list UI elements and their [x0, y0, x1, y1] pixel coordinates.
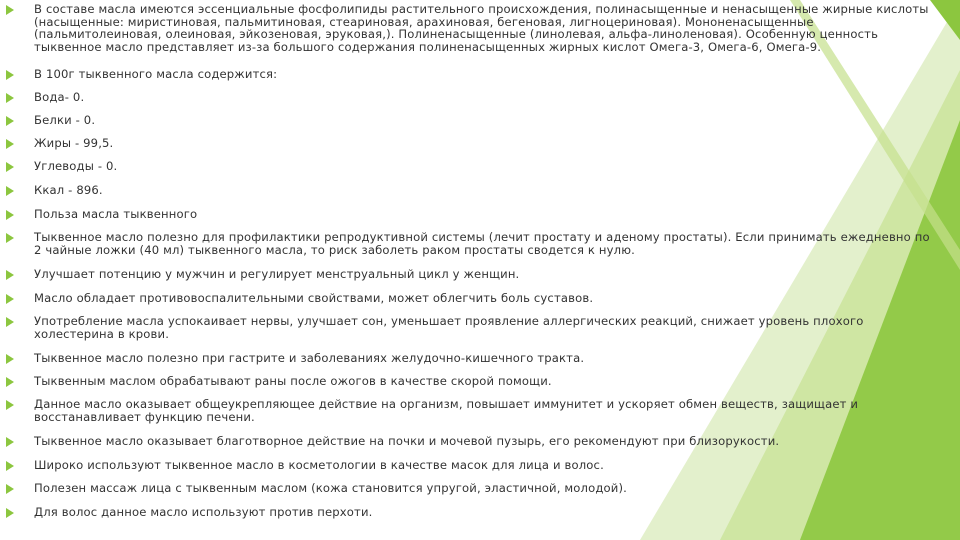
triangle-bullet-icon [6, 377, 14, 387]
triangle-bullet-icon [6, 210, 14, 220]
bullet-item [6, 435, 941, 448]
bullet-item [6, 3, 941, 53]
triangle-bullet-icon [6, 5, 14, 15]
triangle-bullet-icon [6, 162, 14, 172]
bullet-text: Тыквенным маслом обрабатывают раны после ожогов в качестве скорой помощи. [34, 374, 552, 388]
bullet-text: Полезен массаж лица с тыквенным маслом (кожа становится упругой, эластичной, молодой). [34, 481, 627, 495]
bullet-text: Вода- 0. [34, 90, 85, 104]
bullet-text: Жиры - 99,5. [34, 136, 114, 150]
bullet-text: Употребление масла успокаивает нервы, улучшает сон, уменьшает проявление аллергических реакций, снижает уровень плохого холестерина в крови. [34, 314, 864, 341]
triangle-bullet-icon [6, 294, 14, 304]
bullet-item [6, 268, 941, 281]
bullet-item [6, 292, 941, 305]
bullet-item [6, 68, 941, 81]
bullet-item [6, 91, 941, 104]
triangle-bullet-icon [6, 508, 14, 518]
bullet-item [6, 231, 941, 256]
triangle-bullet-icon [6, 186, 14, 196]
bullet-text: Широко используют тыквенное масло в косметологии в качестве масок для лица и волос. [34, 458, 604, 472]
bullet-text: Тыквенное масло полезно при гастрите и заболеваниях желудочно-кишечного тракта. [34, 351, 585, 365]
bullet-text: Данное масло оказывает общеукрепляющее действие на организм, повышает иммунитет и ускоряет обмен веществ, защищает и восстанавливает функцию печени. [34, 397, 859, 424]
triangle-bullet-icon [6, 400, 14, 410]
bullet-item [6, 114, 941, 127]
triangle-bullet-icon [6, 270, 14, 280]
bullet-item [6, 137, 941, 150]
bullet-item [6, 506, 941, 519]
bullet-item [6, 459, 941, 472]
triangle-bullet-icon [6, 70, 14, 80]
bullet-item [6, 398, 941, 423]
bullet-item [6, 160, 941, 173]
bullet-text: Улучшает потенцию у мужчин и регулирует менструальный цикл у женщин. [34, 267, 520, 281]
bullet-item [6, 375, 941, 388]
triangle-bullet-icon [6, 461, 14, 471]
bullet-text: Масло обладает противовоспалительными свойствами, может облегчить боль суставов. [34, 291, 594, 305]
bullet-text: Польза масла тыквенного [34, 207, 198, 221]
triangle-bullet-icon [6, 484, 14, 494]
triangle-bullet-icon [6, 317, 14, 327]
bullet-text: Тыквенное масло полезно для профилактики репродуктивной системы (лечит простату и аденому простаты). Если принимать ежедневно по 2 чайные ложки (40 мл) тыквенного масла, то риск заболеть раком простаты сводется к нулю. [34, 230, 930, 257]
bullet-item [6, 184, 941, 197]
bullet-text: Углеводы - 0. [34, 159, 118, 173]
bullet-text: Для волос данное масло используют против перхоти. [34, 505, 373, 519]
bullet-text: В составе масла имеются эссенциальные фосфолипиды растительного происхождения, полинасыщенные и ненасыщенные жирные кислоты (насыщенные: миристиновая, пальмитиновая, стеариновая, арахиновая, бегеновая, лигноцериновая). Мононенасыщенные (пальмитолеиновая, олеиновая, эйкозеновая, эруковая,). Полиненасыщенные (линолевая, альфа-линоленовая). Особенную ценность тыквенное масло представляет из-за большого содержания полиненасыщенных жирных кислот Омега-3, Омега-6, Омега-9. [34, 2, 929, 54]
triangle-bullet-icon [6, 93, 14, 103]
triangle-bullet-icon [6, 233, 14, 243]
bullet-text: Ккал - 896. [34, 183, 103, 197]
bullet-item [6, 315, 941, 340]
bullet-text: Белки - 0. [34, 113, 96, 127]
bullet-item [6, 482, 941, 495]
bullet-item [6, 352, 941, 365]
bullet-text: Тыквенное масло оказывает благотворное действие на почки и мочевой пузырь, его рекомендуют при близорукости. [34, 434, 780, 448]
triangle-bullet-icon [6, 437, 14, 447]
triangle-bullet-icon [6, 139, 14, 149]
triangle-bullet-icon [6, 116, 14, 126]
bullet-text: В 100г тыквенного масла содержится: [34, 67, 278, 81]
triangle-bullet-icon [6, 354, 14, 364]
bullet-item [6, 208, 941, 221]
